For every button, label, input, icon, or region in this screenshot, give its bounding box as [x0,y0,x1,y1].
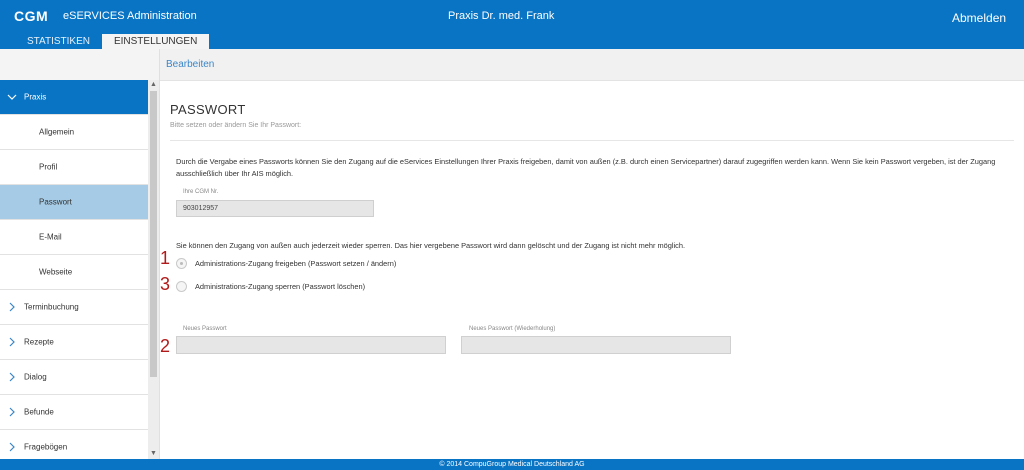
cgm-logo: CGM [14,8,49,24]
annotation-marker-1: 1 [160,248,171,268]
sidebar-item-praxis[interactable] [0,80,148,115]
chevron-right-icon [7,442,17,452]
practice-name: Praxis Dr. med. Frank [448,10,555,22]
sidebar-item-email[interactable] [0,220,148,255]
sidebar-item-profil[interactable] [0,150,148,185]
sidebar [0,49,160,459]
sidebar-item-label: Terminbuchung [24,302,79,312]
edit-link[interactable]: Bearbeiten [166,59,215,70]
new-password-label: Neues Passwort [183,326,227,332]
sidebar-item-webseite[interactable] [0,255,148,290]
top-header [0,0,1024,49]
scroll-up-arrow-icon[interactable]: ▲ [150,81,157,88]
sidebar-item-befunde[interactable] [0,395,148,430]
new-password-field[interactable] [176,336,446,354]
sidebar-item-label: Webseite [39,267,73,277]
sidebar-item-passwort[interactable] [0,185,148,220]
chevron-right-icon [7,407,17,417]
sidebar-nav [0,80,148,465]
sidebar-item-label: Passwort [39,197,72,207]
radio-disable-label: Administrations-Zugang sperren (Passwort löschen) [195,281,366,291]
repeat-password-field[interactable] [461,336,731,354]
main-tabs [15,34,209,49]
sidebar-item-dialog[interactable] [0,360,148,395]
sidebar-item-label: Allgemein [39,127,75,137]
chevron-right-icon [7,302,17,312]
sidebar-item-allgemein[interactable] [0,115,148,150]
chevron-right-icon [7,372,17,382]
radio-disable-access[interactable] [176,280,365,292]
divider [170,140,1014,141]
tab-einstellungen[interactable]: EINSTELLUNGEN [102,34,209,49]
radio-button[interactable] [176,258,187,269]
annotation-marker-3: 3 [160,274,171,294]
scroll-thumb[interactable] [150,91,157,377]
sidebar-item-label: Profil [39,162,58,172]
sidebar-item-label: E-Mail [39,232,62,242]
cgm-number-field: 903012957 [176,200,374,217]
sidebar-scrollbar[interactable] [148,80,159,459]
page-subtitle: Bitte setzen oder ändern Sie Ihr Passwort: [170,122,302,129]
page-title: PASSWORT [170,102,246,117]
sidebar-item-label: Fragebögen [24,442,68,452]
logout-link[interactable]: Abmelden [952,11,1007,25]
chevron-right-icon [7,337,17,347]
action-bar [160,49,1024,81]
main-content [160,82,1024,459]
sidebar-item-rezepte[interactable] [0,325,148,360]
radio-button[interactable] [176,281,187,292]
sidebar-item-terminbuchung[interactable] [0,290,148,325]
intro-text: Durch die Vergabe eines Passworts können Sie den Zugang auf die eServices Einstellungen Ihrer Praxis freigeben, damit von außen (z.B. durch einen Servicepartner) darauf zugegriffen werden kann. Wenn Sie kein Passwort vergeben, ist der Zugang ausschließlich über Ihr AIS möglich. [176,157,996,178]
footer: © 2014 CompuGroup Medical Deutschland AG [0,459,1024,470]
access-info-text: Sie können den Zugang von außen auch jederzeit wieder sperren. Das hier vergebene Passwort wird dann gelöscht und der Zugang ist nicht mehr möglich. [176,241,686,250]
repeat-password-label: Neues Passwort (Wiederholung) [469,326,556,332]
chevron-down-icon [7,92,17,102]
tab-statistiken[interactable]: STATISTIKEN [27,36,90,47]
sidebar-item-label: Dialog [24,372,47,382]
cgm-number-label: Ihre CGM Nr. [183,189,219,195]
sidebar-item-label: Rezepte [24,337,54,347]
app-title: eSERVICES Administration [63,10,197,22]
annotation-marker-2: 2 [160,336,171,356]
scroll-down-arrow-icon[interactable]: ▼ [150,450,157,457]
radio-enable-label: Administrations-Zugang freigeben (Passwort setzen / ändern) [195,258,397,268]
sidebar-item-label: Praxis [24,92,47,102]
sidebar-item-label: Befunde [24,407,54,417]
radio-enable-access[interactable] [176,257,396,269]
